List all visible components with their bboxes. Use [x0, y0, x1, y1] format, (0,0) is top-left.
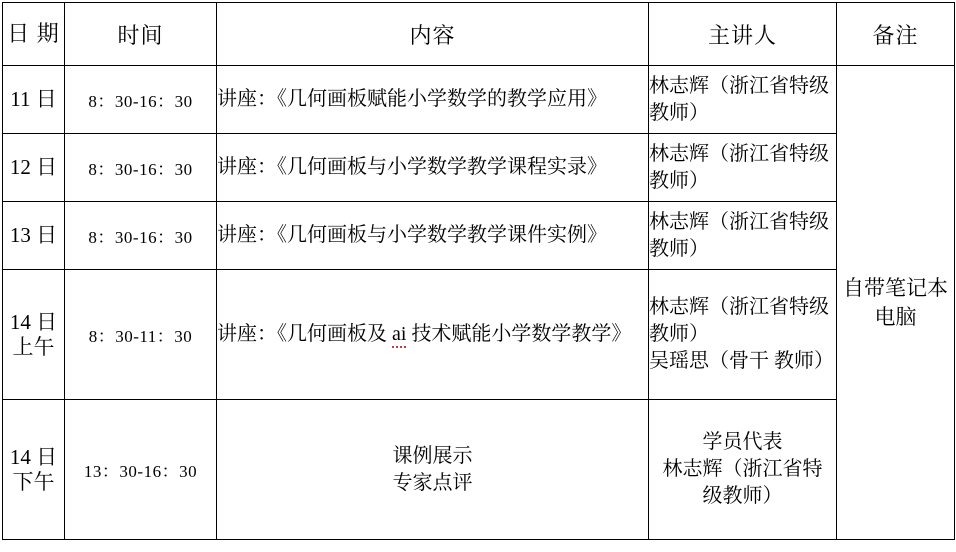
- row-content: 讲座：《几何画板与小学数学教学课程实录》: [217, 134, 649, 202]
- row-time: 13：30-16：30: [65, 400, 217, 540]
- row-speaker-line1: 学员代表: [702, 431, 783, 453]
- table-row: [3, 134, 955, 202]
- header-content: 内容: [217, 3, 649, 66]
- row-time: 8：30-16：30: [65, 66, 217, 134]
- row-time: 8：30-11：30: [65, 270, 217, 400]
- row-date: 14 日下午: [3, 400, 65, 540]
- row-speaker-line1: 林志辉（浙江省特级教师）: [649, 296, 829, 345]
- table-row: [3, 270, 955, 400]
- row-speaker: [649, 270, 837, 400]
- row-content-line2: 专家点评: [392, 471, 473, 494]
- table-row: [3, 202, 955, 270]
- row-speaker: 林志辉（浙江省特级教师）: [649, 66, 837, 134]
- row-date: 13 日: [3, 202, 65, 270]
- row-date: 11 日: [3, 66, 65, 134]
- header-time: 时间: [65, 3, 217, 66]
- schedule-table: [2, 2, 955, 540]
- row-content: 讲座：《几何画板赋能小学数学的教学应用》: [217, 66, 649, 134]
- header-date: 日 期: [3, 3, 65, 66]
- row-content-pre: 讲座：《几何画板及: [217, 323, 392, 345]
- header-remark: 备注: [837, 3, 955, 66]
- row-content: 讲座：《几何画板与小学数学教学课件实例》: [217, 202, 649, 270]
- header-speaker: 主讲人: [649, 3, 837, 66]
- row-speaker: [649, 400, 837, 540]
- row-content-ai-term: ai: [392, 323, 406, 348]
- row-content-post: 技术赋能小学数学教学》: [406, 323, 632, 345]
- row-speaker-line2: 吴瑶思（骨干 教师）: [649, 350, 834, 372]
- row-date: 14 日上午: [3, 270, 65, 400]
- row-time: 8：30-16：30: [65, 134, 217, 202]
- row-content: [217, 400, 649, 540]
- row-remark: 自带笔记本电脑: [837, 66, 955, 540]
- row-speaker: 林志辉（浙江省特级教师）: [649, 134, 837, 202]
- table-header-row: [3, 3, 955, 66]
- row-time: 8：30-16：30: [65, 202, 217, 270]
- row-content-line1: 课例展示: [392, 444, 473, 467]
- row-date: 12 日: [3, 134, 65, 202]
- row-speaker-line2: 林志辉（浙江省特级教师）: [662, 458, 823, 507]
- table-row: [3, 400, 955, 540]
- table-row: [3, 66, 955, 134]
- row-speaker: 林志辉（浙江省特级教师）: [649, 202, 837, 270]
- row-content: [217, 270, 649, 400]
